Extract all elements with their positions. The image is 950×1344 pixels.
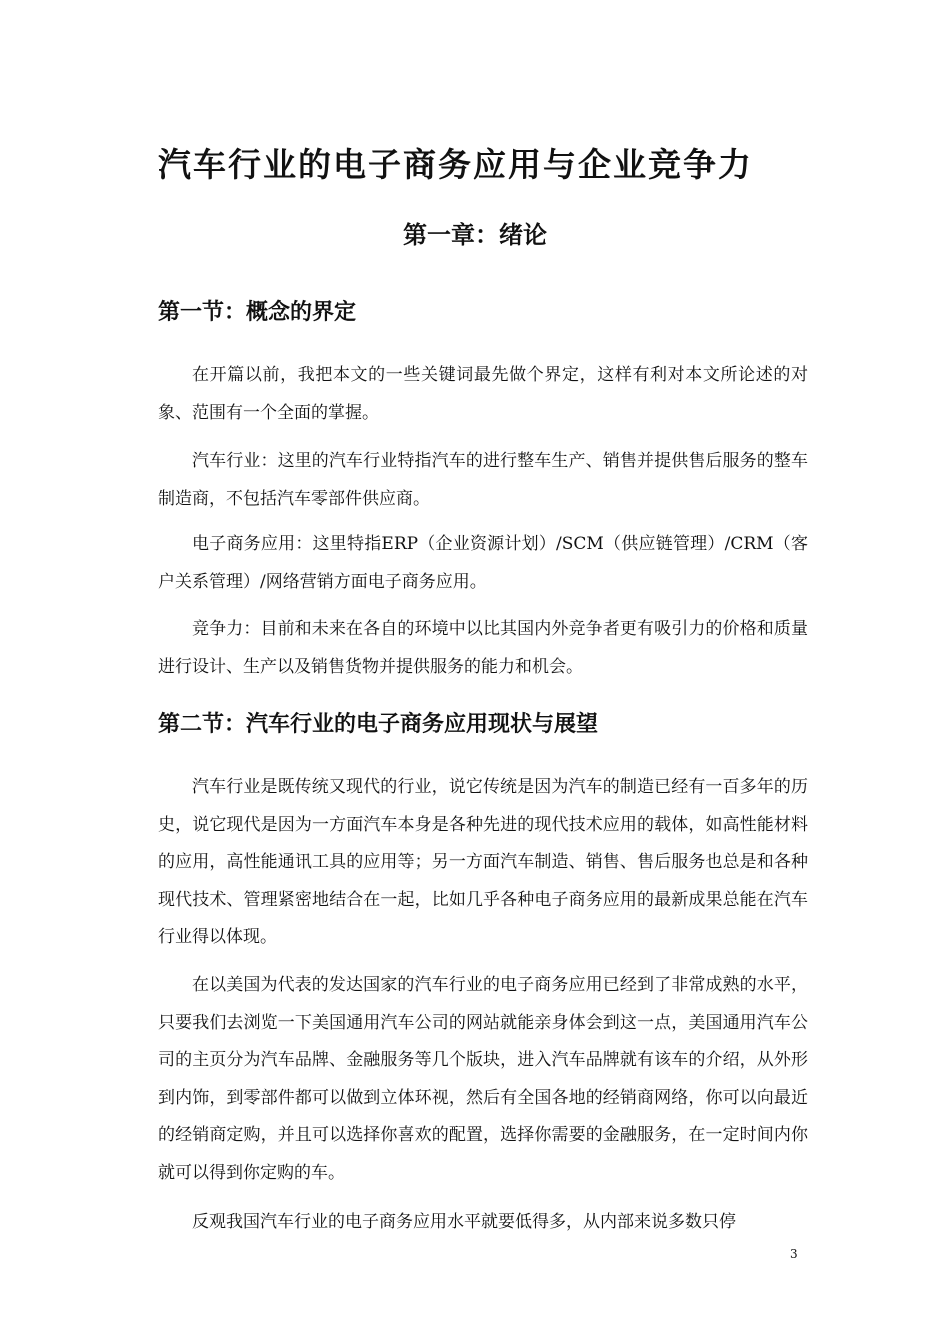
paragraph: 竞争力：目前和未来在各自的环境中以比其国内外竞争者更有吸引力的价格和质量进行设计、生产以及销售货物并提供服务的能力和机会。 [158, 619, 808, 677]
document-title: 汽车行业的电子商务应用与企业竞争力 [158, 145, 753, 184]
paragraph: 在以美国为代表的发达国家的汽车行业的电子商务应用已经到了非常成熟的水平，只要我们去浏览一下美国通用汽车公司的网站就能亲身体会到这一点，美国通用汽车公司的主页分为汽车品牌、金融服务等几个版块，进入汽车品牌就有该车的介绍，从外形到内饰，到零部件都可以做到立体环视，然后有全国各地的经销商网络，你可以向最近的经销商定购，并且可以选择你喜欢的配置，选择你需要的金融服务，在一定时间内你就可以得到你定购的车。 [158, 975, 808, 1183]
paragraph: 汽车行业是既传统又现代的行业，说它传统是因为汽车的制造已经有一百多年的历史，说它现代是因为一方面汽车本身是各种先进的现代技术应用的载体，如高性能材料的应用，高性能通讯工具的应用等；另一方面汽车制造、销售、售后服务也总是和各种现代技术、管理紧密地结合在一起，比如几乎各种电子商务应用的最新成果总能在汽车行业得以体现。 [158, 777, 808, 947]
paragraph: 反观我国汽车行业的电子商务应用水平就要低得多，从内部来说多数只停 [192, 1212, 736, 1232]
chapter-title: 第一章：绪论 [403, 220, 547, 249]
section-heading-1: 第一节：概念的界定 [158, 299, 357, 325]
page-number: 3 [790, 1247, 798, 1261]
paragraph: 汽车行业：这里的汽车行业特指汽车的进行整车生产、销售并提供售后服务的整车制造商，不包括汽车零部件供应商。 [158, 451, 808, 509]
section-heading-2: 第二节：汽车行业的电子商务应用现状与展望 [158, 711, 599, 737]
paragraph: 在开篇以前，我把本文的一些关键词最先做个界定，这样有利对本文所论述的对象、范围有一个全面的掌握。 [158, 365, 808, 423]
paragraph: 电子商务应用：这里特指ERP（企业资源计划）/SCM（供应链管理）/CRM（客户关系管理）/网络营销方面电子商务应用。 [158, 534, 808, 592]
